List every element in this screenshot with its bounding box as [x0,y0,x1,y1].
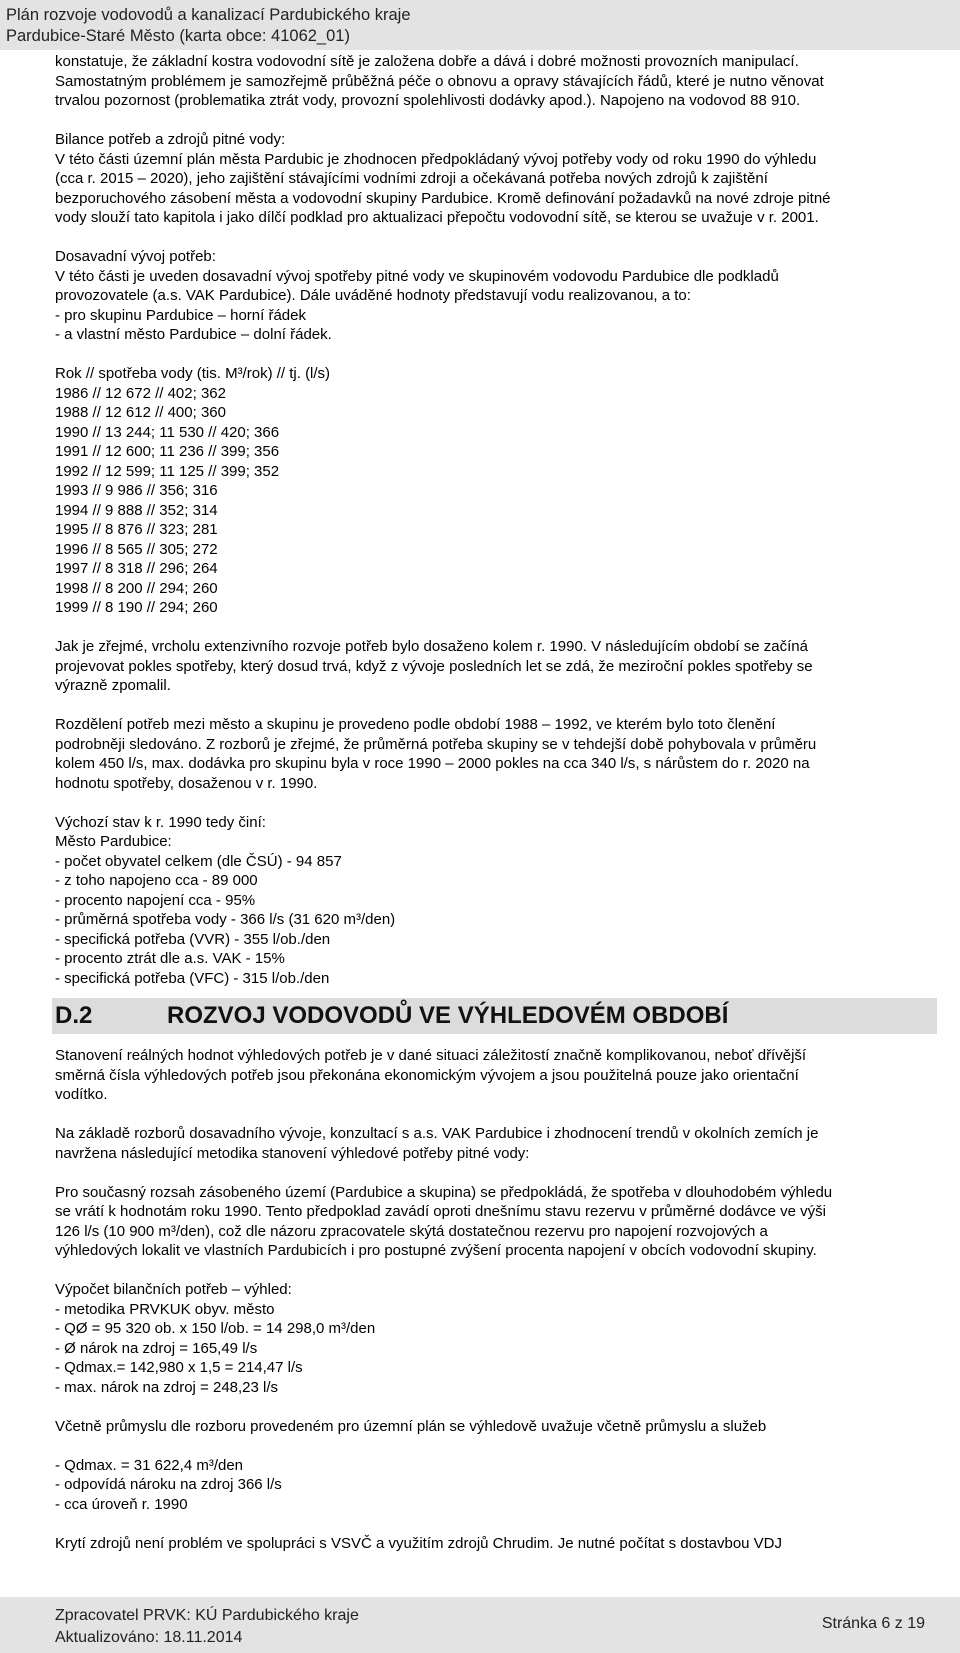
text-line: 1988 // 12 612 // 400; 360 [55,404,226,421]
text-line: výrazně zpomalil. [55,677,171,694]
text-line: - průměrná spotřeba vody - 366 l/s (31 620 m³/den) [55,911,396,928]
text-line: vodítko. [55,1086,108,1103]
paragraph-vrchol [55,637,935,696]
paragraph-metodika [55,1124,935,1163]
paragraph-kryti [55,1534,935,1554]
text-line: Dosavadní vývoj potřeb: [55,248,216,265]
paragraph-rozdeleni [55,715,935,793]
text-line: 1986 // 12 672 // 402; 362 [55,384,226,402]
paragraph-soucasny-rozsah [55,1183,935,1261]
text-line: - z toho napojeno cca - 89 000 [55,872,258,889]
text-line: konstatuje, že základní kostra vodovodní sítě je založena dobře a dává i dobré možnosti provozních manipulací. [55,53,799,70]
text-line: směrná čísla výhledových potřeb jsou překonána ekonomickým vývojem a jsou použitelná pouze jako orientační [55,1066,799,1084]
text-line: Výchozí stav k r. 1990 tedy činí: [55,813,266,831]
paragraph-dosavadni-vyvoj [55,247,935,345]
document-title: Plán rozvoje vodovodů a kanalizací Pardubického kraje [6,6,411,24]
text-line: Město Pardubice: [55,833,172,850]
text-line: - a vlastní město Pardubice – dolní řádek. [55,326,332,343]
text-line: Jak je zřejmé, vrcholu extenzivního rozvoje potřeb bylo dosaženo kolem r. 1990. V následujícím období se začíná [55,638,808,655]
paragraph-bilance [55,130,935,228]
text-line: V této části je uveden dosavadní vývoj spotřeby pitné vody ve skupinovém vodovodu Pardubice dle podkladů [55,267,779,285]
text-line: Na základě rozborů dosavadního vývoje, konzultací s a.s. VAK Pardubice i zhodnocení trendů v okolních zemích je [55,1125,819,1142]
text-line: - pro skupinu Pardubice – horní řádek [55,306,306,324]
consumption-list [55,364,935,618]
text-line: Pro současný rozsah zásobeného území (Pardubice a skupina) se předpokládá, že spotřeba v dlouhodobém výhledu [55,1183,833,1201]
text-line: vody slouží tato kapitola i jako dílčí podklad pro aktualizaci přepočtu vodovodní sítě, se kterou se uvažuje v r. 2001. [55,209,819,226]
text-line: - počet obyvatel celkem (dle ČSÚ) - 94 857 [55,852,342,870]
paragraph-stanoveni [55,1046,935,1105]
text-line: 1991 // 12 600; 11 236 // 399; 356 [55,443,280,460]
section-heading [52,998,937,1034]
text-line: 1999 // 8 190 // 294; 260 [55,599,218,616]
section-number: D.2 [55,1002,93,1030]
text-line: 1995 // 8 876 // 323; 281 [55,521,218,538]
text-line: - procento ztrát dle a.s. VAK - 15% [55,950,285,967]
text-line: 1993 // 9 986 // 356; 316 [55,482,218,499]
text-line: - Qdmax. = 31 622,4 m³/den [55,1456,244,1474]
section-title: ROZVOJ VODOVODŮ VE VÝHLEDOVÉM OBDOBÍ [167,1002,729,1030]
text-line: 1990 // 13 244; 11 530 // 420; 366 [55,423,280,441]
text-line: - metodika PRVKUK obyv. město [55,1300,275,1318]
page-number: Stránka 6 z 19 [821,1615,925,1632]
text-line: 1998 // 8 200 // 294; 260 [55,579,218,597]
text-line: Rozdělení potřeb mezi město a skupinu je provedeno podle období 1988 – 1992, ve kterém bylo toto členění [55,716,776,733]
text-line: projevovat pokles spotřeby, který dosud trvá, když z vývoje posledních let se zdá, že meziroční pokles spotřeby se [55,657,813,675]
footer-updated: Aktualizováno: 18.11.2014 [55,1629,243,1646]
text-line: - QØ = 95 320 ob. x 150 l/ob. = 14 298,0 m³/den [55,1320,376,1337]
text-line: - Qdmax.= 142,980 x 1,5 = 214,47 l/s [55,1359,303,1376]
document-subtitle: Pardubice-Staré Město (karta obce: 41062_01) [6,27,350,45]
text-line: V této části územní plán města Pardubic je zhodnocen předpokládaný vývoj potřeby vody od roku 1990 do výhledu [55,150,817,168]
text-line: provozovatele (a.s. VAK Pardubice). Dále uváděné hodnoty představují vodu realizovanou, a to: [55,287,691,304]
text-line: podrobněji sledováno. Z rozborů je zřejmé, že průměrná potřeba skupiny se v tehdejší době pohybovala v průměru [55,735,817,753]
initial-state-list [55,813,935,989]
paragraph-intro [55,52,935,111]
text-line: - cca úroveň r. 1990 [55,1495,188,1513]
text-line: (cca r. 2015 – 2020), jeho zajištění stávajícími vodními zdroji a očekávaná potřeba nových zdrojů k zajištění [55,170,768,187]
text-line: Rok // spotřeba vody (tis. M³/rok) // tj. (l/s) [55,365,331,382]
text-line: bezporuchového zásobení města a vodovodní skupiny Pardubice. Kromě definování požadavků na nové zdroje pitné [55,189,831,207]
text-line: Bilance potřeb a zdrojů pitné vody: [55,131,286,148]
text-line: kolem 450 l/s, max. dodávka pro skupinu byla v roce 1990 – 2000 pokles na cca 340 l/s, s nárůstem do r. 2020 na [55,755,810,772]
text-line: - specifická potřeba (VVR) - 355 l/ob./den [55,930,331,948]
text-line: Včetně průmyslu dle rozboru provedeném pro územní plán se výhledově uvažuje včetně průmyslu a služeb [55,1417,767,1435]
text-line: - procento napojení cca - 95% [55,891,256,909]
text-line: Samostatným problémem je samozřejmě průběžná péče o obnovu a opravy stávajících řádů, které je nutno věnovat [55,72,824,90]
text-line: 1994 // 9 888 // 352; 314 [55,501,218,519]
text-line: se vrátí k hodnotám roku 1990. Tento předpoklad zavádí oproti dnešnímu stavu rezervu v průměrné dodávce ve výši [55,1203,826,1220]
text-line: 126 l/s (10 900 m³/den), což dle názoru zpracovatele skýtá dostatečnou rezervu pro napojení rozvojových a [55,1222,768,1240]
paragraph-prumysl [55,1417,935,1437]
page-content [55,52,935,1553]
text-line: navržena následující metodika stanovení výhledové potřeby pitné vody: [55,1144,530,1162]
text-line: - max. nárok na zdroj = 248,23 l/s [55,1378,279,1396]
text-line: 1992 // 12 599; 11 125 // 399; 352 [55,462,280,480]
text-line: - odpovídá nároku na zdroj 366 l/s [55,1476,282,1493]
text-line: 1997 // 8 318 // 296; 264 [55,560,218,577]
footer-author: Zpracovatel PRVK: KÚ Pardubického kraje [55,1607,359,1624]
demand-list [55,1456,935,1515]
text-line: výhledových lokalit ve vlastních Pardubicích i pro postupné zvýšení procenta napojení v obcích vodovodní skupiny. [55,1242,817,1259]
text-line: - Ø nárok na zdroj = 165,49 l/s [55,1339,258,1357]
text-line: - specifická potřeba (VFC) - 315 l/ob./den [55,969,330,987]
page-header [0,0,960,50]
text-line: 1996 // 8 565 // 305; 272 [55,540,218,558]
page-footer [0,1597,960,1653]
text-line: Krytí zdrojů není problém ve spolupráci s VSVČ a využitím zdrojů Chrudim. Je nutné počítat s dostavbou VDJ [55,1534,783,1552]
text-line: Stanovení reálných hodnot výhledových potřeb je v dané situaci záležitostí značně komplikovanou, neboť dřívější [55,1047,807,1064]
text-line: hodnotu spotřeby, dosaženou v r. 1990. [55,774,318,792]
text-line: trvalou pozornost (problematika ztrát vody, provozní spolehlivosti dodávky apod.). Napojeno na vodovod 88 910. [55,92,801,109]
text-line: Výpočet bilančních potřeb – výhled: [55,1281,292,1298]
calculation-list [55,1280,935,1397]
